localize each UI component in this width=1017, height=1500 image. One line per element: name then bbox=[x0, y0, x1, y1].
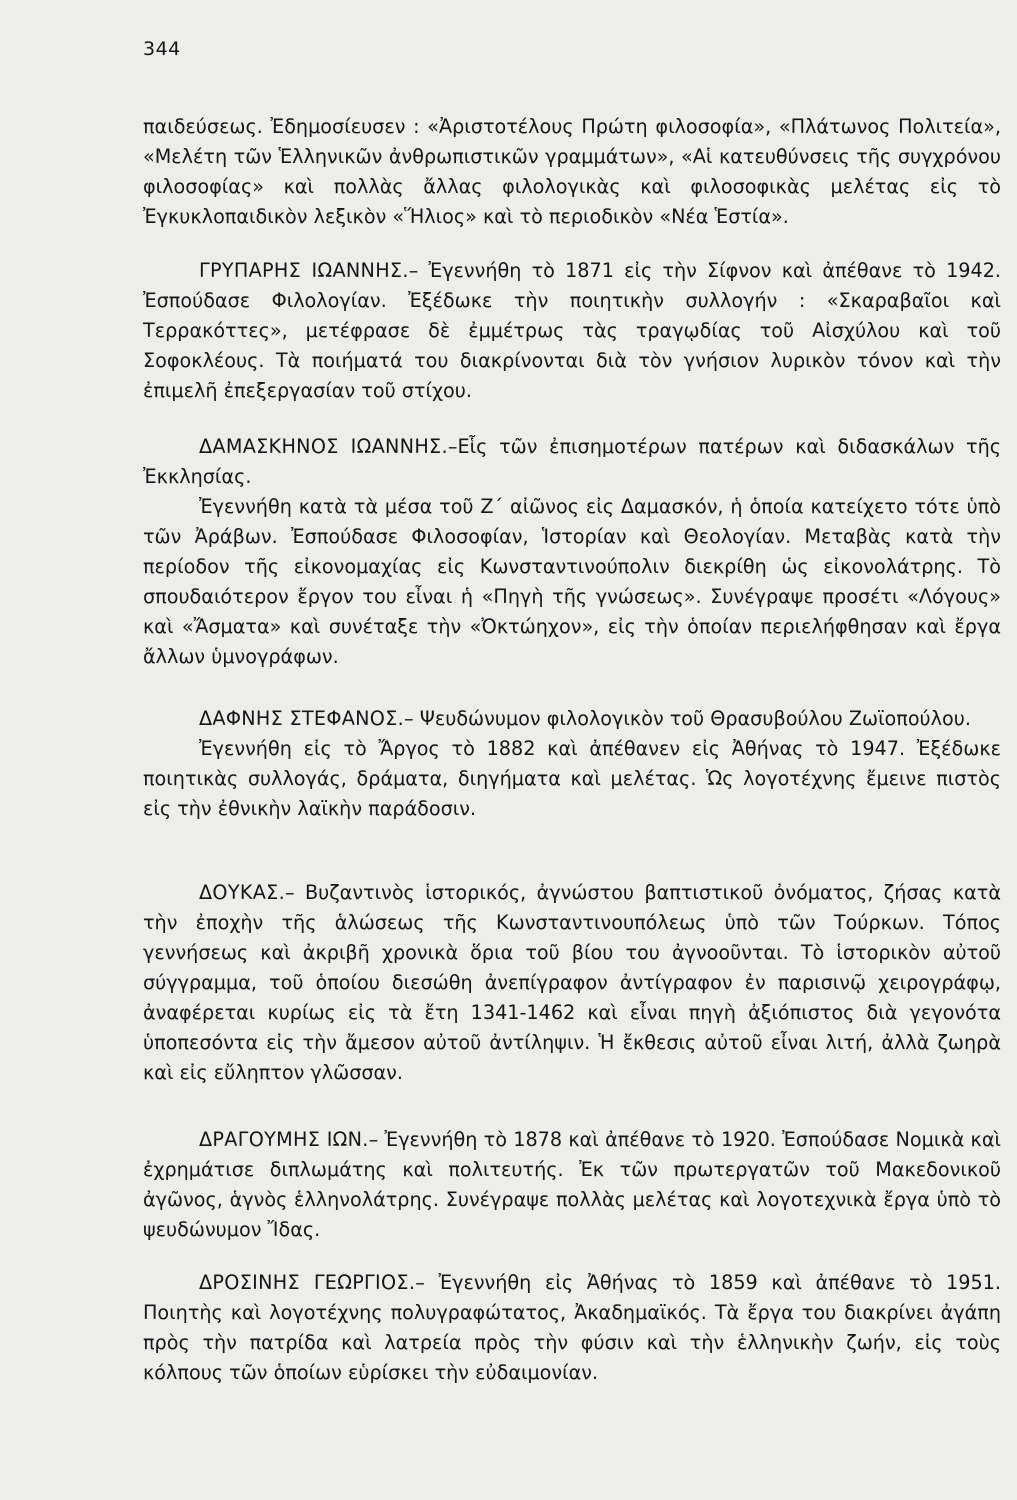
entry-text: – Ἐγεννήθη εἰς Ἀθήνας τὸ 1859 καὶ ἀπέθανε τὸ 1951. Ποιητὴς καὶ λογοτέχνης πολυγραφώτατος, Ἀκαδημαϊκός. Τὰ ἔργα του διακρίνει ἀγάπη πρὸς τὴν πατρίδα καὶ λατρεία πρὸς τὴν φύσιν καὶ τὴν ἑλληνικὴν ζωήν, εἰς τοὺς κόλπους τῶν ὁποίων εὑρίσκει τὴν εὐδαιμονίαν. bbox=[143, 1271, 1001, 1384]
entry-text: –Εἷς τῶν ἐπισημοτέρων πατέρων καὶ διδασκάλων τῆς Ἐκκλησίας. bbox=[143, 435, 1001, 488]
entry-text: – Ἐγεννήθη τὸ 1878 καὶ ἀπέθανε τὸ 1920. Ἐσπούδασε Νομικὰ καὶ ἐχρημάτισε διπλωμάτης καὶ πολιτευτής. Ἐκ τῶν πρωτεργατῶν τοῦ Μακεδονικοῦ ἀγῶνος, ἁγνὸς ἑλληνολάτρης. Συνέγραψε πολλὰς μελέτας καὶ λογοτεχνικὰ ἔργα ὑπὸ τὸ ψευδώνυμον Ἴδας. bbox=[143, 1128, 1001, 1241]
entry-text: – Βυζαντινὸς ἱστορικός, ἀγνώστου βαπτιστικοῦ ὀνόματος, ζήσας κατὰ τὴν ἐποχὴν τῆς ἁλώσεως τῆς Κωνσταντινουπόλεως ὑπὸ τῶν Τούρκων. Τόπος γεννήσεως καὶ ἀκριβῆ χρονικὰ ὅρια τοῦ βίου του ἀγνοοῦνται. Τὸ ἱστορικὸν αὐτοῦ σύγγραμμα, τοῦ ὁποίου διεσώθη ἀνεπίγραφον ἀντίγραφον ἐν παρισινῷ χειρογράφῳ, ἀναφέρεται κυρίως εἰς τὰ ἔτη 1341-1462 καὶ εἶναι πηγὴ ἀξιόπιστος διὰ γεγονότα ὑποπεσόντα εἰς τὴν ἄμεσον αὐτοῦ ἀντίληψιν. Ἡ ἔκθεσις αὐτοῦ εἶναι λιτή, ἀλλὰ ζωηρὰ καὶ εἰς εὔληπτον γλῶσσαν. bbox=[143, 881, 1001, 1084]
entry-name: ΔΡΟΣΙΝΗΣ ΓΕΩΡΓΙΟΣ. bbox=[199, 1271, 416, 1294]
entry-name: ΔΟΥΚΑΣ. bbox=[199, 881, 285, 904]
entry-drosines bbox=[143, 1268, 1001, 1388]
entry-paragraph bbox=[143, 432, 1001, 492]
entry-dragoumes bbox=[143, 1125, 1001, 1245]
entry-paragraph bbox=[143, 1268, 1001, 1388]
entry-grypares bbox=[143, 256, 1001, 406]
page-number: 344 bbox=[143, 38, 181, 60]
entry-continuation: Ἐγεννήθη κατὰ τὰ μέσα τοῦ Ζ΄ αἰῶνος εἰς Δαμασκόν, ἡ ὁποία κατείχετο τότε ὑπὸ τῶν Ἀράβων. Ἐσπούδασε Φιλοσοφίαν, Ἱστορίαν καὶ Θεολογίαν. Μεταβὰς κατὰ τὴν περίοδον τῆς εἰκονομαχίας εἰς Κωνσταντινούπολιν διεκρίθη ὡς εἰκονολάτρης. Τὸ σπουδαιότερον ἔργον του εἶναι ἡ «Πηγὴ τῆς γνώσεως». Συνέγραψε προσέτι «Λόγους» καὶ «Ἄσματα» καὶ συνέταξε τὴν «Ὀκτώηχον», εἰς τὴν ὁποίαν περιελήφθησαν καὶ ἔργα ἄλλων ὑμνογράφων. bbox=[143, 495, 1001, 668]
entry-name: ΔΑΦΝΗΣ ΣΤΕΦΑΝΟΣ. bbox=[199, 707, 405, 730]
entry-continuation: Ἐγεννήθη εἰς τὸ Ἄργος τὸ 1882 καὶ ἀπέθανεν εἰς Ἀθήνας τὸ 1947. Ἐξέδωκε ποιητικὰς συλλογάς, δράματα, διηγήματα καὶ μελέτας. Ὡς λογοτέχνης ἔμεινε πιστὸς εἰς τὴν ἐθνικὴν λαϊκὴν παράδοσιν. bbox=[143, 737, 1001, 820]
entry-text: – Ψευδώνυμον φιλολογικὸν τοῦ Θρασυβούλου Ζωϊοπούλου. bbox=[404, 707, 971, 730]
entry-text: – Ἐγεννήθη τὸ 1871 εἰς τὴν Σίφνον καὶ ἀπέθανε τὸ 1942. Ἐσπούδασε Φιλολογίαν. Ἐξέδωκε τὴν ποιητικὴν συλλογήν : «Σκαραβαῖοι καὶ Τερρακόττες», μετέφρασε δὲ ἐμμέτρως τὰς τραγῳδίας τοῦ Αἰσχύλου καὶ τοῦ Σοφοκλέους. Τὰ ποιήματά του διακρίνονται διὰ τὸν γνήσιον λυρικὸν τόνον καὶ τὴν ἐπιμελῆ ἐπεξεργασίαν τοῦ στίχου. bbox=[143, 259, 1001, 402]
entry-paragraph bbox=[143, 704, 1001, 734]
entry-daphnes bbox=[143, 704, 1001, 824]
entry-paragraph bbox=[143, 878, 1001, 1088]
entry-paragraph bbox=[143, 256, 1001, 406]
entry-name: ΓΡΥΠΑΡΗΣ ΙΩΑΝΝΗΣ. bbox=[199, 259, 409, 282]
entry-damaskenos bbox=[143, 432, 1001, 672]
intro-paragraph bbox=[143, 112, 1001, 232]
entry-paragraph bbox=[143, 1125, 1001, 1245]
entry-name: ΔΡΑΓΟΥΜΗΣ ΙΩΝ. bbox=[199, 1128, 369, 1151]
entry-name: ΔΑΜΑΣΚΗΝΟΣ ΙΩΑΝΝΗΣ. bbox=[199, 435, 448, 458]
entry-doukas bbox=[143, 878, 1001, 1088]
intro-text: παιδεύσεως. Ἐδημοσίευσεν : «Ἀριστοτέλους Πρώτη φιλοσοφία», «Πλάτωνος Πολιτεία», «Μελέτη τῶν Ἑλληνικῶν ἀνθρωπιστικῶν γραμμάτων», «Αἱ κατευθύνσεις τῆς συγχρόνου φιλοσοφίας» καὶ πολλὰς ἄλλας φιλολογικὰς καὶ φιλοσοφικὰς μελέτας εἰς τὸ Ἐγκυκλοπαιδικὸν λεξικὸν «Ἥλιος» καὶ τὸ περιοδικὸν «Νέα Ἑστία». bbox=[143, 115, 1001, 228]
